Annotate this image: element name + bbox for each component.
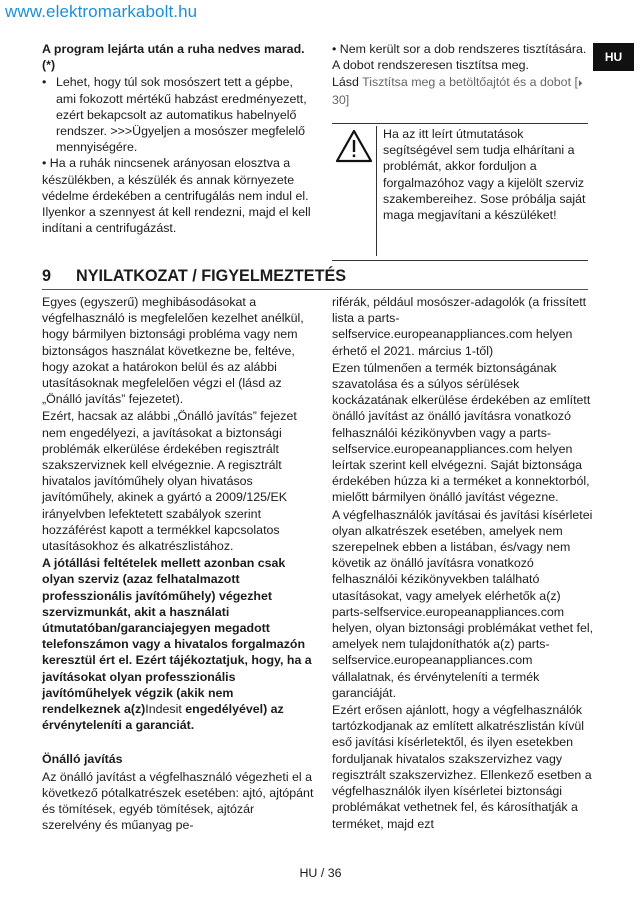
- warning-box: [332, 123, 588, 261]
- cause-list: [42, 74, 312, 155]
- cause-text: Ha a ruhák nincsenek arányosan elosztva a készülékben, a készülék és annak környezete védelme érdekében a centrifugálás nem indul el. Ilyenkor a szennyest át kell rendezni, majd el kell indítani a centrifugázást.: [42, 156, 311, 236]
- left-column: [42, 294, 314, 835]
- cause-paragraph: • Nem került sor a dob rendszeres tisztítására. A dobot rendszeresen tisztítsa meg.: [332, 42, 587, 73]
- body-paragraph: Ezen túlmenően a termék biztonságának szavatolása és a súlyos sérülések kockázatának elkerülése érdekében az említett önálló javítást az önálló javításra vonatkozó felhasználói kézikönyvben vagy a parts-selfservice.europeanappliances.com helyen leírtak szerint kell elvégezni. Saját biztonsága érdekében húzza ki a terméket a konnektorból, mielőtt bármilyen önálló javítást végezne.: [332, 360, 591, 505]
- brand-name: Indesit: [145, 702, 182, 717]
- see-label: Lásd: [332, 75, 359, 90]
- warranty-text: A jótállási feltételek mellett azonban csak olyan szerviz (azaz felhatalmazott professzionális javítóműhely) végezhet szervizmunkát, akit a használati útmutatóban/garanciajegyen megadott telefonszámon vagy a hivatalos forgalmazón keresztül ért el. Ezért tájékoztatjuk, hogy, ha a javításokat olyan professzionális javítóműhelyek végzik (akik nem rendelkeznek a(z): [42, 556, 312, 717]
- section-title: NYILATKOZAT / FIGYELMEZTETÉS: [76, 267, 347, 285]
- see-reference: [332, 74, 588, 107]
- warning-text-content: Ha az itt leírt útmutatások segítségével sem tudja elhárítani a problémát, akkor forduljon a forgalmazóhoz vagy a kijelölt szerviz szakembereihez. Sose próbálja saját maga megjavítani a készüléket!: [383, 127, 586, 223]
- see-ref-page[interactable]: 30]: [332, 92, 350, 107]
- section-heading: [42, 267, 588, 286]
- cause-text: Lehet, hogy túl sok mosószert tett a gépbe, ami fokozott mértékű habzást eredményezett, ezért bekapcsolt az automatikus habelnyelő rendszer. >>>Ügyeljen a mosószer megfelelő mennyiségére.: [56, 75, 307, 155]
- warning-triangle-icon: [334, 128, 374, 164]
- see-text: Tisztítsa meg a betöltőajtót és a dobot: [362, 75, 572, 90]
- cause-text: Nem került sor a dob rendszeres tisztítására. A dobot rendszeresen tisztítsa meg.: [332, 42, 587, 73]
- section-divider: [42, 289, 588, 290]
- language-badge: HU: [593, 43, 634, 71]
- warning-text: [376, 126, 587, 256]
- watermark-url[interactable]: www.elektromarkabolt.hu: [5, 2, 198, 21]
- body-paragraph: Egyes (egyszerű) meghibásodásokat a végfelhasználó is megfelelően kezelhet anélkül, hogy bármilyen biztonsági probléma vagy nem biztonságos használat következne be, feltéve, hogy azokat a határokon belül és az alábbi utasításoknak megfelelően végzi el (lásd az „Önálló javítás” fejezetet).: [42, 295, 304, 407]
- page-arrow-icon: ⏵: [577, 78, 583, 89]
- cause-paragraph: • Ha a ruhák nincsenek arányosan elosztva a készülékben, a készülék és annak környezete védelme érdekében a centrifugálás nem indul el. Ilyenkor a szennyest át kell rendezni, majd el kell indítani a centrifugázást.: [42, 156, 311, 236]
- body-paragraph: Az önálló javítást a végfelhasználó végezheti el a következő pótalkatrészek esetében: ajtó, ajtópánt és tömítések, egyéb tömítések, ajtózár szerelvény és műanyag pe-: [42, 769, 314, 833]
- section-number: 9: [42, 267, 52, 285]
- body-paragraph: A végfelhasználók javításai és javítási kísérletei olyan alkatrészek esetében, amelyek nem szerepelnek ebben a listában, és/vagy nem követik az önálló javításra vonatkozó felhasználói kézikönyvekben található utasításokat, vagy amelyek elérhetők a(z) parts-selfservice.europeanappliances.com helyen, olyan biztonsági problémákat vethet fel, amelyek nem tulajdoníthatók a(z) parts-selfservice.europeanappliances.com vállalatnak, és érvényteleníti a termék garanciáját.: [332, 507, 594, 700]
- problem-heading: A program lejárta után a ruha nedves marad. (*): [42, 42, 305, 73]
- see-ref-open: [: [574, 75, 578, 90]
- body-paragraph: Ezért erősen ajánlott, hogy a végfelhasználók tartózkodjanak az említett alkatrészlistán kívül eső javítási kísérletektől, és ilyen esetekben forduljanak hivatalos szakszervizhez vagy regisztrált szakszervizhez. Ellenkező esetben a végfelhasználók ilyen kísérletei biztonsági problémákat vethetnek fel, és károsíthatják a terméket, majd ezt: [332, 703, 592, 831]
- warranty-text-end: engedélyével) az érvényteleníti a garanciát.: [42, 702, 284, 733]
- right-column: [332, 294, 594, 833]
- body-paragraph: Ezért, hacsak az alábbi „Önálló javítás” fejezet nem engedélyezi, a javításokat a biztonsági problémák elkerülése érdekében regisztrált szakszerviznek kell elvégeznie. A regisztrált hivatalos javítóműhely olyan hivatásos javítóműhely, akinek a gyártó a 2009/125/EK irányelvben lefektetett szabályok szerint hozzáférést kapott a termékkel kapcsolatos utasításokhoz és alkatrészlistához.: [42, 409, 297, 554]
- bullet-icon: •: [42, 75, 47, 90]
- list-item: [42, 74, 312, 155]
- subsection-heading: Önálló javítás: [42, 752, 123, 767]
- body-paragraph: riférák, például mosószer-adagolók (a frissített lista a parts-selfservice.europeanappliances.com helyen érhető el 2021. március 1-től): [332, 295, 587, 358]
- warranty-paragraph: [42, 555, 314, 733]
- troubleshooting-left-block: [42, 41, 312, 237]
- page-number: HU / 36: [299, 866, 342, 880]
- troubleshooting-right-block: [332, 41, 588, 109]
